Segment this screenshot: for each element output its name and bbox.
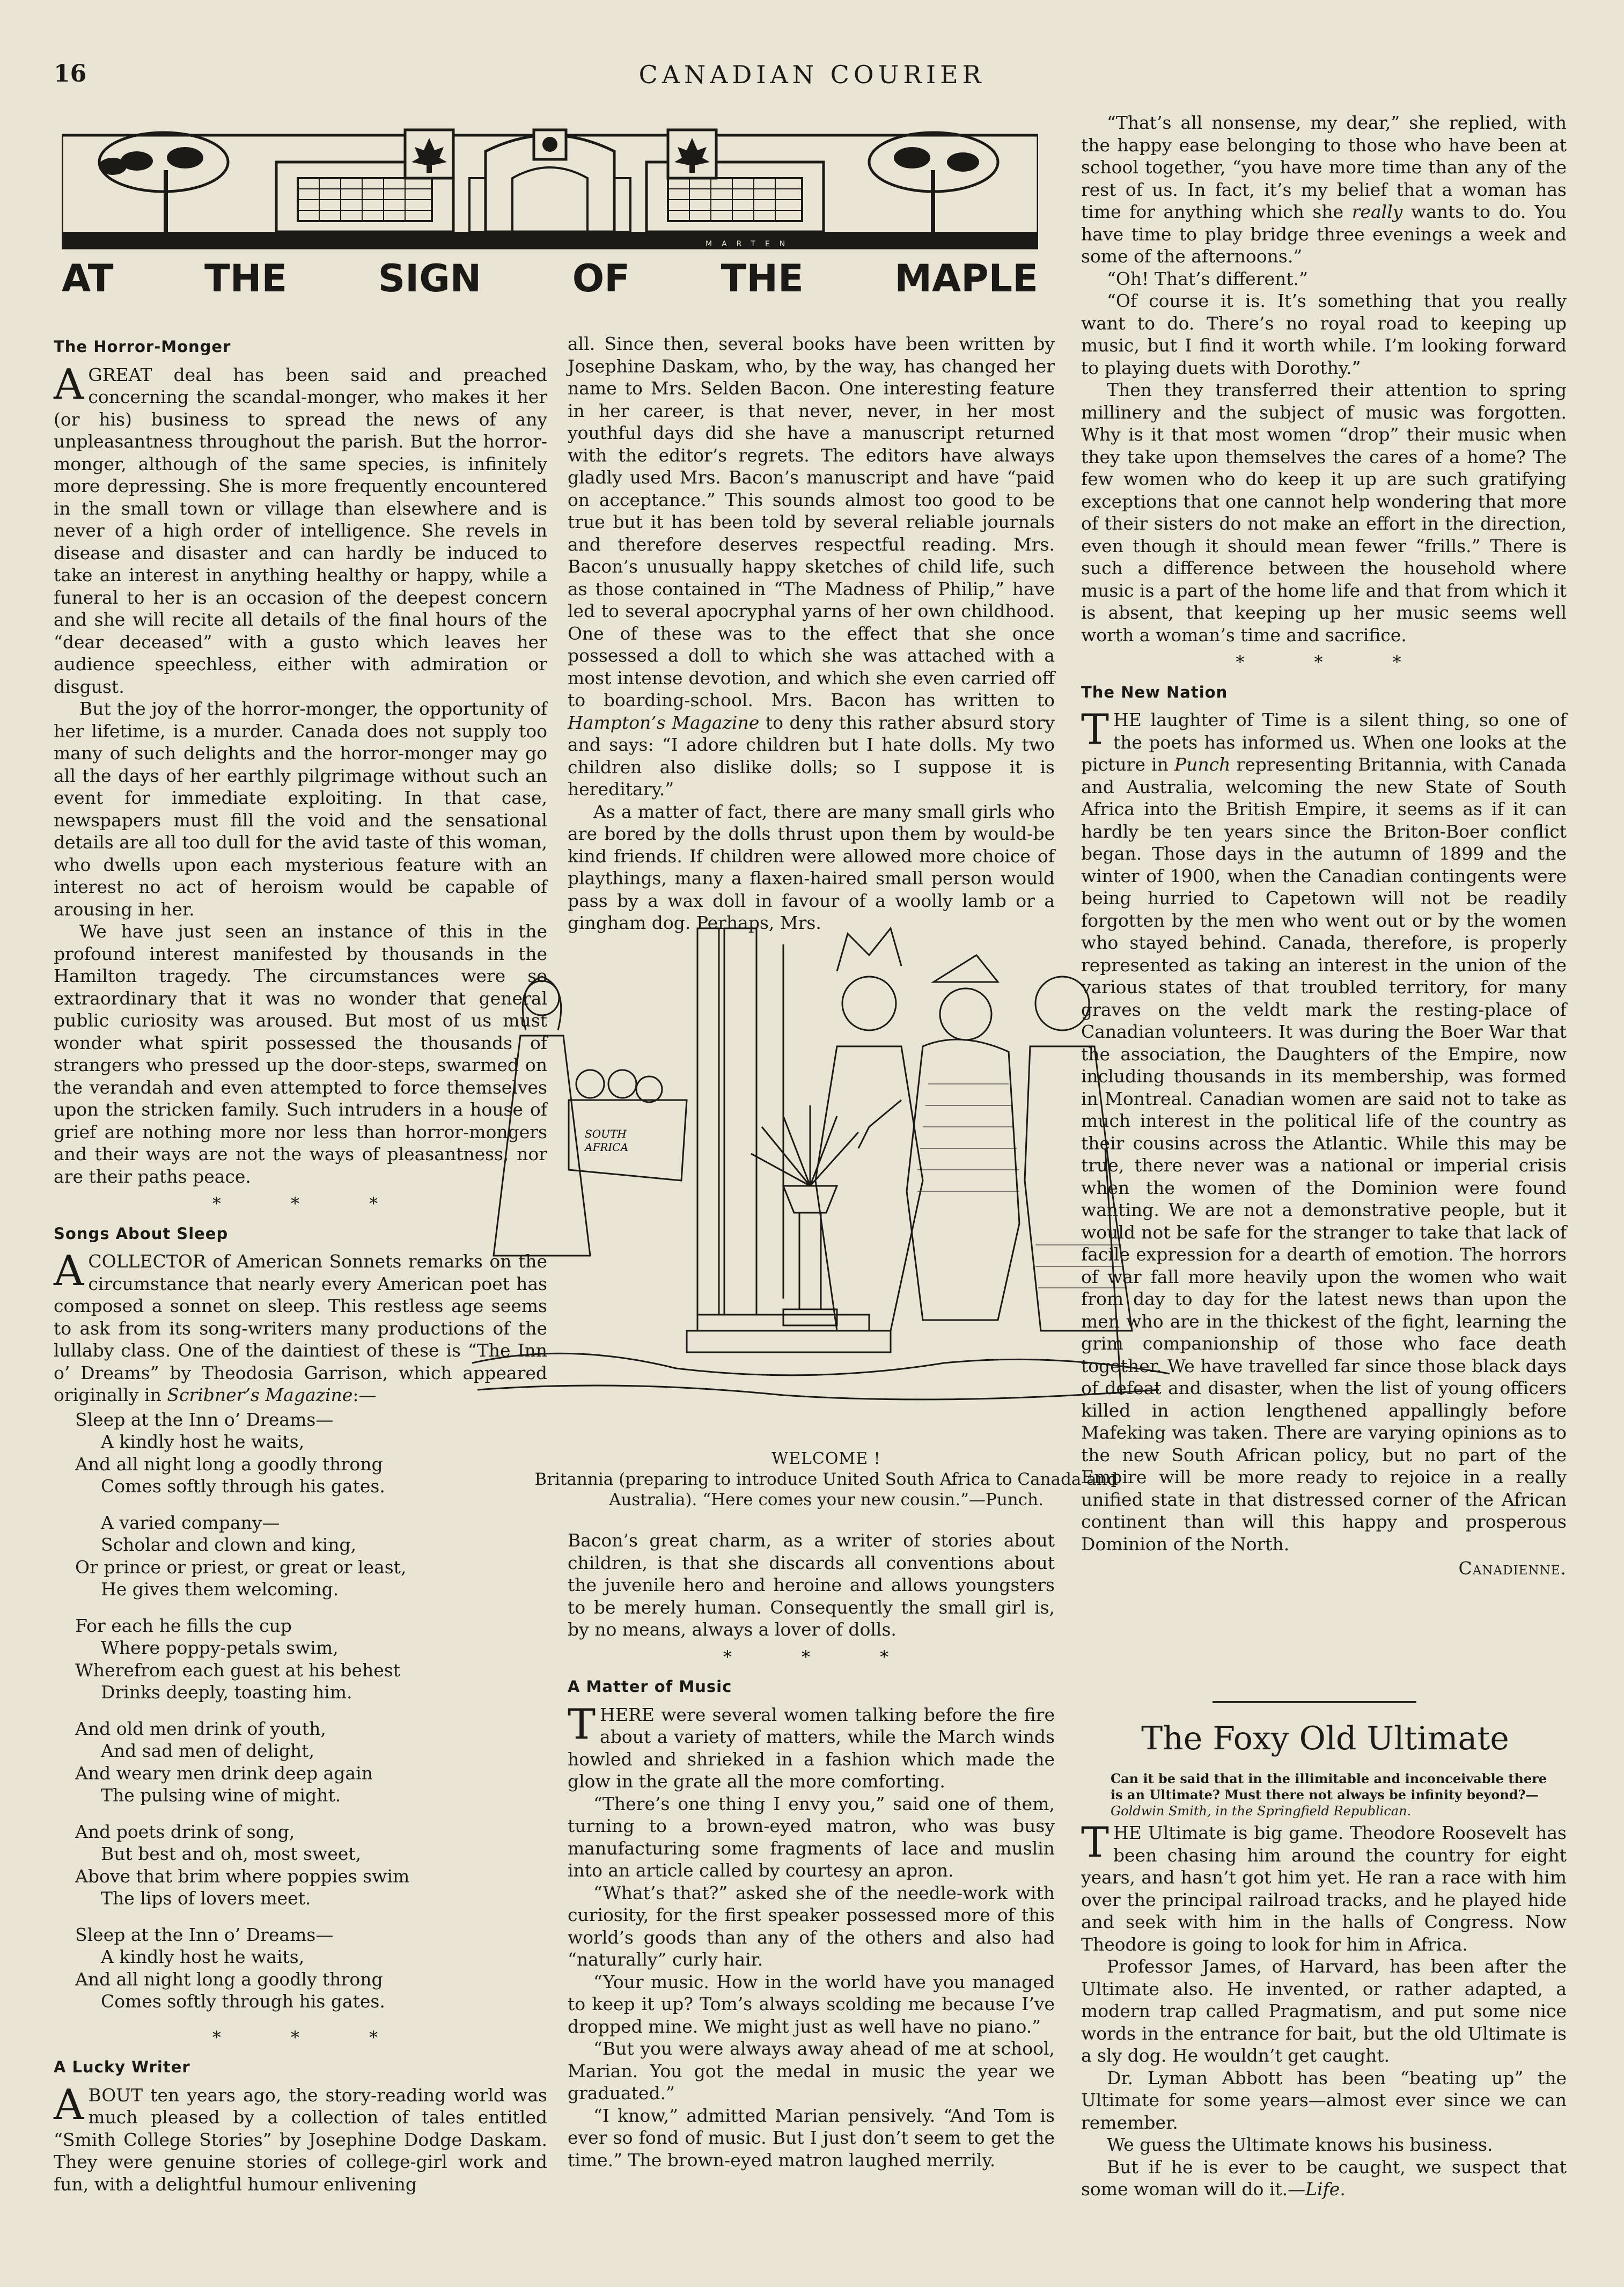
section-heading: The Horror-Monger [54,338,231,356]
paragraph: “Your music. How in the world have you managed to keep it up? Tom’s always scolding me because I’ve dropped mine. We might just as well have no piano.” [568,1971,1055,2037]
column-3-lower [1081,1819,1567,2201]
drop-cap: A [54,1247,84,1295]
drop-cap: T [1081,706,1109,754]
paragraph: all. Since then, several books have been written by Josephine Daskam, who, by the way, has changed her name to Mrs. Selden Bacon. One interesting feature in her career, is that never, never, in her most youthful days did she have a manuscript returned with the editor’s regrets. The editors have always gladly used Mrs. Bacon’s manuscript and have “paid on acceptance.” This sounds almost too good to be true but it has been told by several reliable journals and therefore deserves respectful reading. Mrs. Bacon’s unusually happy sketches of child life, such as those contained in “The Madness of Philip,” have led to several apocryphal yarns of her own childhood. One of these was to the effect that she once possessed a doll to which she was attached with a most intense devotion, and which she even carried off to boarding-school. Mrs. Bacon has written to Hampton’s Magazine to deny this rather absurd story and says: “I adore children but I hate dolls. My two children also dislike dolls; so I suppose it is hereditary.” [568,333,1055,800]
paragraph: Dr. Lyman Abbott has been “beating up” the Ultimate for some years—almost ever since we can remember. [1081,2067,1567,2133]
paragraph: “I know,” admitted Marian pensively. “And Tom is ever so fond of music. But I just don’t seem to get the time.” The brown-eyed matron laughed merrily. [568,2105,1055,2171]
department-title [62,256,1038,299]
section-divider: * * * [212,2027,410,2048]
section-heading: Songs About Sleep [54,1224,229,1243]
paragraph: THERE were several women talking before the fire about a variety of matters, while the March winds howled and shrieked in a fashion which made the glow in the grate all the more comforting. [568,1700,1055,1792]
paragraph: THE laughter of Time is a silent thing, so one of the poets has informed us. When one looks at the picture in Punch representing Britannia, with Canada and Australia, welcoming the new State of South Africa into the British Empire, it seems as if it can hardly be ten years since the Briton-Boer conflict began. Those days in the autumn of 1899 and the winter of 1900, when the Canadian contingents were being hurried to Capetown will not be readily forgotten by the men who went out or by the women who stayed behind. Canada, therefore, is properly represented as taking an interest in the union of the various states of that troubled territory, for many graves on the veldt mark the resting-place of Canadian volunteers. It was during the Boer War that the association, the Daughters of the Empire, now including thousands in its membership, was formed in Montreal. Canadian women are said not to take as much interest in the political life of the country as their cousins across the Atlantic. While this may be true, there never was a national or imperial crisis when the women of the Dominion were found wanting. We are not a demonstrative people, but it would not be safe for the stranger to take that lack of facile expression for a dearth of emotion. The horrors of war fall more heavily upon the women who wait from day to day for the latest news than upon the men who are in the thickest of the fight, learning the grim companionship of those who face death together. We have travelled far since those black days of defeat and disaster, when the list of young officers killed in action lengthened appallingly before Mafeking was taken. There are varying opinions as to the new South African policy, but no part of the Empire will be more ready to rejoice in a really unified state in that distressed corner of the African continent than will this happy and prosperous Dominion of the North. [1081,706,1567,1555]
poem-stanza: And poets drink of song, But best and oh, most sweet, Above that brim where poppies swim The lips of lovers meet. [75,1821,410,1909]
drop-cap: T [1081,1819,1109,1867]
paragraph: “Of course it is. It’s something that you really want to do. There’s no royal road to keeping up music, but I find it worth while. I’m looking forward to playing duets with Dorothy.” [1081,290,1567,378]
punch-cartoon-illustration [461,923,1180,1460]
column-3 [1081,112,1567,1580]
section-heading: A Lucky Writer [54,2058,190,2076]
department-banner-illustration [62,119,1038,256]
paragraph: “But you were always away ahead of me at school, Marian. You got the medal in music the year we graduated.” [568,2038,1055,2103]
paragraph: THE Ultimate is big game. Theodore Roosevelt has been chasing him around the country for eight years, and hasn’t got him yet. He ran a race with him over the principal railroad tracks, and he played hide and seek with him in the halls of Congress. Now Theodore is going to look for him in Africa. [1081,1819,1567,1955]
drop-cap: A [54,2080,84,2129]
paragraph: But if he is ever to be caught, we suspect that some woman will do it.—Life. [1081,2156,1567,2200]
title-word: AT [62,256,114,300]
title-word: OF [572,256,630,300]
paragraph: As a matter of fact, there are many small girls who are bored by the dolls thrust upon them by would-be kind friends. If children were allowed more choice of playthings, many a flaxen-haired small person would pass by a wax doll in favour of a woolly lamb or a gingham dog. Perhaps, Mrs. [568,801,1055,933]
section-divider: * * * [1236,652,1434,672]
paragraph: “Oh! That’s different.” [1107,268,1308,289]
article-epigraph: Can it be said that in the illimitable and inconceivable there is an Ultimate? Must there not always be infinity beyond?—Goldwin Smith, in the Springfield Republican. [1111,1771,1547,1819]
drop-cap: T [568,1700,596,1749]
banner-text: AFRICA [585,1141,629,1154]
paragraph: Bacon’s great charm, as a writer of stories about children, is that she discards all conventions about the juvenile hero and heroine and allows youngsters to be merely human. Consequently the small girl is, by no means, always a lover of dolls. [568,1530,1055,1640]
paragraph: AGREAT deal has been said and preached concerning the scandal-monger, who makes it her (or his) business to spread the news of any unpleasantness throughout the parish. But the horror-monger, although of the same species, is infinitely more depressing. She is more frequently encountered in the small town or village than elsewhere and is never of a high order of intelligence. She revels in disease and disaster and can hardly be induced to take an interest in anything healthy or happy, while a funeral to her is an occasion of the deepest concern and she will recite all details of the final hours of the “dear deceased” with a gusto which leaves her audience speechless, either with admiration or disgust. [54,360,547,697]
paragraph: ACOLLECTOR of American Sonnets remarks on the circumstance that nearly every American poet has composed a sonnet on sleep. This restless age seems to ask from its song-writers many productions of the lullaby class. One of the daintiest of these is “The Inn o’ Dreams” by Theodosia Garrison, which appeared originally in Scribner’s Magazine:— [54,1247,547,1405]
paragraph: “What’s that?” asked she of the needle-work with curiosity, for the first speaker possessed more of this world’s goods than any of the others and also had “naturally” curly hair. [568,1882,1055,1970]
author-signature: Canadienne. [1458,1558,1567,1579]
section-divider: * * * [723,1646,921,1667]
divider-rule [1213,1701,1416,1703]
poem-stanza: Sleep at the Inn o’ Dreams— A kindly host he waits, And all night long a goodly throng Comes softly through his gates. [75,1924,385,2012]
paragraph: We guess the Ultimate knows his business. [1107,2134,1493,2155]
paragraph: Professor James, of Harvard, has been after the Ultimate also. He invented, or rather adapted, a modern trap called Pragmatism, and put some nice words in the entrance for bait, but the old Ultimate is a sly dog. He wouldn’t get caught. [1081,1956,1567,2066]
running-head: CANADIAN COURIER [638,60,986,89]
paragraph: But the joy of the horror-monger, the opportunity of her lifetime, is a murder. Canada does not supply too many of such delights and the horror-monger may go all the days of her earthly pilgrimage without such an event for immediate exploiting. In that case, newspapers must fill the void and the sensational details are all too dull for the avid taste of this woman, who dwells upon each mysterious feature with an interest no act of heroism would be capable of arousing in her. [54,698,547,920]
poem-stanza: And old men drink of youth, And sad men of delight, And weary men drink deep again The pulsing wine of might. [75,1718,373,1806]
paragraph: ABOUT ten years ago, the story-reading world was much pleased by a collection of tales entitled “Smith College Stories” by Josephine Dodge Daskam. They were genuine stories of college-girl work and fun, with a delightful humour enlivening [54,2080,547,2195]
title-word: MAPLE [894,256,1038,300]
poem-stanza: Sleep at the Inn o’ Dreams— A kindly host he waits, And all night long a goodly throng Comes softly through his gates. [75,1409,385,1497]
article-title: The Foxy Old Ultimate [1141,1720,1509,1757]
paragraph: “There’s one thing I envy you,” said one of them, turning to a brown-eyed matron, who was busy manufacturing some fragments of lace and muslin into an article called by courtesy an apron. [568,1793,1055,1881]
title-word: THE [721,256,804,300]
title-word: THE [204,256,288,300]
illustration-caption [494,1449,1159,1510]
section-heading: A Matter of Music [568,1677,732,1696]
column-2-upper [568,333,1055,934]
section-divider: * * * [212,1193,410,1214]
drop-cap: A [54,360,84,409]
title-word: SIGN [378,256,482,300]
paragraph: Then they transferred their attention to spring millinery and the subject of music was forgotten. Why is it that most women “drop” their music when they take upon themselves the cares of a home? The few women who do keep it up are such gratifying exceptions that one cannot help wondering that more of their sisters do not make an effort in the direction, even though it should mean fewer “frills.” There is such a difference between the household where music is a part of the home life and that from which it is absent, that keeping up her music seems well worth a woman’s time and sacrifice. [1081,379,1567,646]
left-tree-icon [99,133,228,232]
banner-text: SOUTH [585,1127,627,1140]
right-tree-icon [869,133,998,232]
banner-signature: MARTEN [706,240,795,248]
caption-title: WELCOME ! [771,1449,881,1468]
section-heading: The New Nation [1081,683,1228,701]
column-2-lower [568,1529,1055,2171]
poem-stanza: A varied company— Scholar and clown and king, Or prince or priest, or great or least, He gives them welcoming. [75,1512,407,1600]
poem-stanza: For each he fills the cup Where poppy-petals swim, Wherefrom each guest at his behest Drinks deeply, toasting him. [75,1615,400,1703]
paragraph: We have just seen an instance of this in the profound interest manifested by thousands in the Hamilton tragedy. The circumstances were so extraordinary that it was no wonder that general public curiosity was aroused. But most of us must wonder what spirit possessed the thousands of strangers who pressed up the door-steps, swarmed on the verandah and even attempted to force themselves upon the stricken family. Such intruders in a house of grief are nothing more nor less than horror-mongers and their ways are not the ways of pleasantness, nor are their paths peace. [54,921,547,1187]
paragraph: “That’s all nonsense, my dear,” she replied, with the happy ease belonging to those who have been at school together, “you have more time than any of the rest of us. In fact, it’s my belief that a woman has time for anything which she really wants to do. You have time to play bridge three evenings a week and some of the afternoons.” [1081,112,1567,267]
page-number: 16 [54,60,87,87]
caption-text: Britannia (preparing to introduce United South Africa to Canada and Australia). “Here comes your new cousin.”—Punch. [534,1470,1118,1509]
